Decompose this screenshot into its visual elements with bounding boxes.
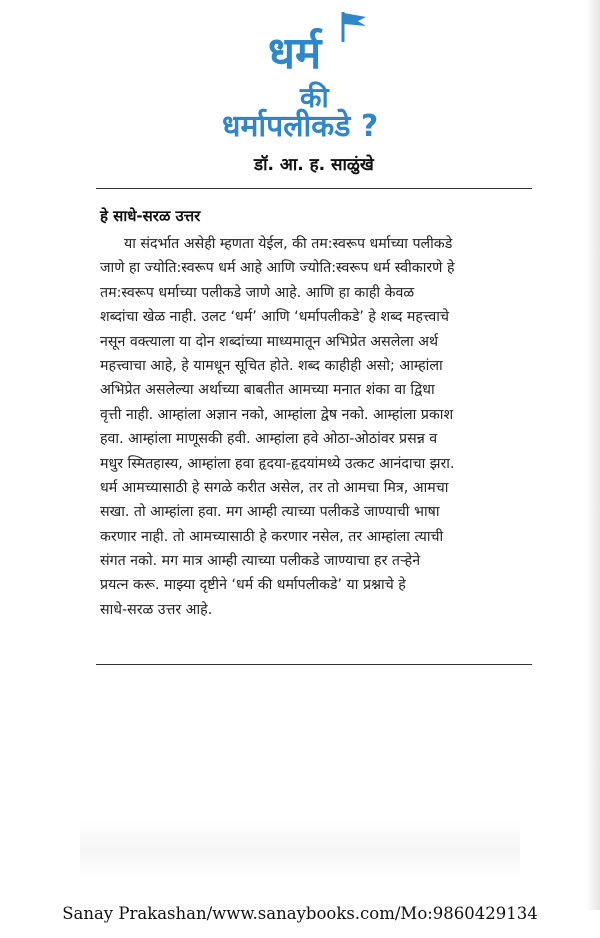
body-line: महत्त्वाचा आहे, हे यामधून सूचित होते. शब्द काहीही असो; आम्हांला bbox=[100, 357, 443, 374]
page-edge-shadow bbox=[586, 0, 600, 910]
body-line: शब्दांचा खेळ नाही. उलट ‘धर्म’ आणि ‘धर्मापलीकडे’ हे शब्द महत्त्वाचे bbox=[100, 309, 449, 326]
scan-smudge bbox=[80, 820, 520, 880]
section-heading: हे साधे-सरळ उत्तर bbox=[100, 207, 201, 225]
title-dharmapalikade: धर्मापलीकडे ? bbox=[222, 109, 379, 144]
flag-icon bbox=[340, 10, 370, 42]
publisher-footer: Sanay Prakashan/www.sanaybooks.com/Mo:9860429134 bbox=[62, 904, 538, 923]
body-line: नसून वक्त्याला या दोन शब्दांच्या माध्यमातून अभिप्रेत असलेला अर्थ bbox=[100, 333, 439, 350]
title-dharma: धर्म bbox=[268, 28, 322, 79]
author-name: डॉ. आ. ह. साळुंखे bbox=[254, 155, 374, 175]
body-line: जाणे हा ज्योति:स्वरूप धर्म आहे आणि ज्योति:स्वरूप धर्म स्वीकारणे हे bbox=[100, 260, 455, 277]
body-line: प्रयत्न करू. माझ्या दृष्टीने ‘धर्म की धर्मापलीकडे’ या प्रश्नाचे हे bbox=[100, 577, 406, 594]
body-line: वृत्ती नाही. आम्हांला अज्ञान नको, आम्हांला द्वेष नको. आम्हांला प्रकाश bbox=[100, 406, 454, 423]
title-ki: की bbox=[300, 81, 329, 114]
body-line: साधे-सरळ उत्तर आहे. bbox=[100, 601, 213, 618]
body-line: संगत नको. मग मात्र आम्ही त्याच्या पलीकडे जाण्याचा हर तऱ्हेने bbox=[100, 553, 421, 570]
body-line: तम:स्वरूप धर्माच्या पलीकडे जाणे आहे. आणि हा काही केवळ bbox=[100, 284, 415, 301]
body-paragraph bbox=[100, 232, 532, 622]
divider-bottom bbox=[96, 664, 532, 665]
body-line: धर्म आमच्यासाठी हे सगळे करीत असेल, तर तो आमचा मित्र, आमचा bbox=[100, 479, 449, 496]
body-line: अभिप्रेत असलेल्या अर्थाच्या बाबतीत आमच्या मनात शंका वा द्विधा bbox=[100, 382, 435, 399]
body-line: सखा. तो आम्हांला हवा. मग आम्ही त्याच्या पलीकडे जाण्याची भाषा bbox=[100, 504, 440, 521]
body-line: या संदर्भात असेही म्हणता येईल, की तम:स्वरूप धर्माच्या पलीकडे bbox=[124, 236, 453, 252]
body-line: करणार नाही. तो आमच्यासाठी हे करणार नसेल, तर आम्हांला त्याची bbox=[100, 528, 444, 545]
body-line: मधुर स्मितहास्य, आम्हांला हवा हृदया-हृदयांमध्ये उत्कट आनंदाचा झरा. bbox=[100, 455, 455, 472]
divider-top bbox=[96, 188, 532, 189]
body-line: हवा. आम्हांला माणूसकी हवी. आम्हांला हवे ओठा-ओठांवर प्रसन्न व bbox=[100, 431, 438, 448]
